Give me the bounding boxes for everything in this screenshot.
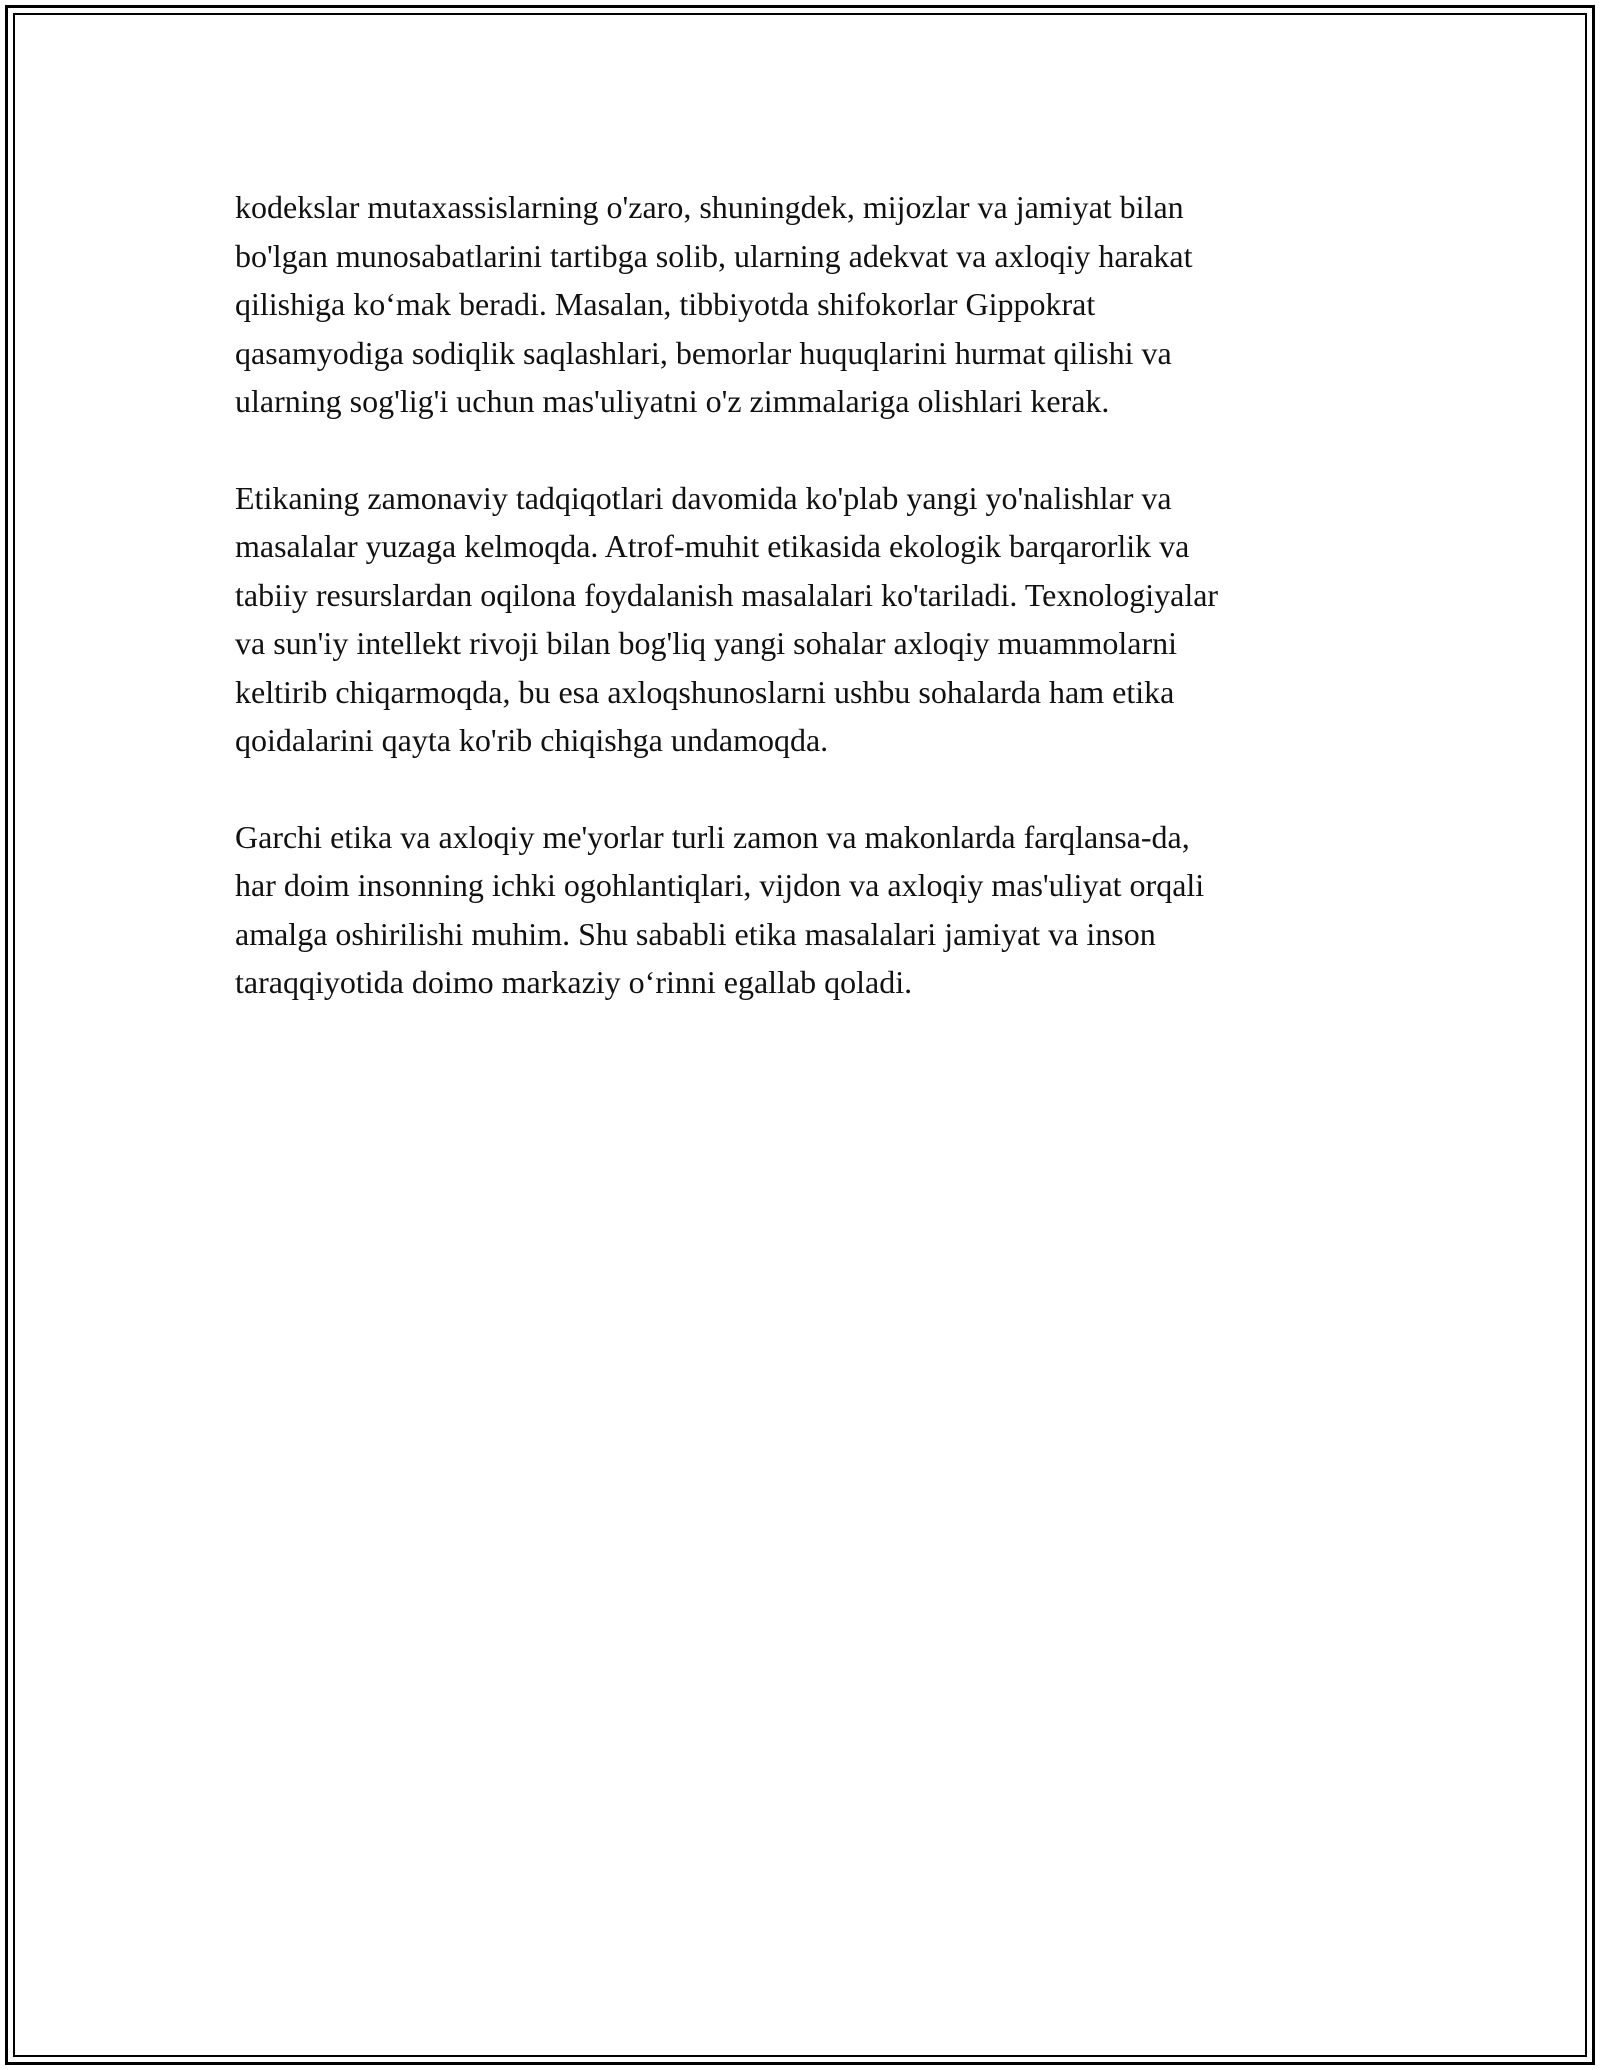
text-line: qoidalarini qayta ko'rib chiqishga undamoqda.: [235, 722, 829, 758]
text-line: taraqqiyotida doimo markaziy o‘rinni egallab qoladi.: [235, 964, 913, 1000]
text-line: tabiiy resurslardan oqilona foydalanish masalalari ko'tariladi. Texnologiyalar: [235, 576, 1219, 613]
paragraph-3: [235, 813, 1385, 1007]
text-line: bo'lgan munosabatlarini tartibga solib, ularning adekvat va axloqiy harakat: [235, 237, 1193, 274]
paragraph-2: [235, 474, 1385, 765]
text-line: masalalar yuzaga kelmoqda. Atrof-muhit etikasida ekologik barqarorlik va: [235, 528, 1190, 564]
text-line: kodekslar mutaxassislarning o'zaro, shuningdek, mijozlar va jamiyat bilan: [235, 189, 1184, 225]
text-line: amalga oshirilishi muhim. Shu sababli etika masalalari jamiyat va inson: [235, 915, 1156, 952]
paragraph-1: [235, 183, 1385, 426]
text-line: har doim insonning ichki ogohlantiqlari, vijdon va axloqiy mas'uliyat orqali: [235, 867, 1205, 903]
text-line: qilishiga ko‘mak beradi. Masalan, tibbiyotda shifokorlar Gippokrat: [235, 286, 1096, 322]
text-line: Garchi etika va axloqiy me'yorlar turli zamon va makonlarda farqlansa-da,: [235, 818, 1190, 855]
text-line: ularning sog'lig'i uchun mas'uliyatni o'z zimmalariga olishlari kerak.: [235, 383, 1110, 419]
document-body: [235, 183, 1385, 1055]
text-line: va sun'iy intellekt rivoji bilan bog'liq yangi sohalar axloqiy muammolarni: [235, 625, 1178, 661]
text-line: keltirib chiqarmoqda, bu esa axloqshunoslarni ushbu sohalarda ham etika: [235, 673, 1175, 710]
text-line: qasamyodiga sodiqlik saqlashlari, bemorlar huquqlarini hurmat qilishi va: [235, 334, 1172, 371]
text-line: Etikaning zamonaviy tadqiqotlari davomida ko'plab yangi yo'nalishlar va: [235, 479, 1172, 516]
